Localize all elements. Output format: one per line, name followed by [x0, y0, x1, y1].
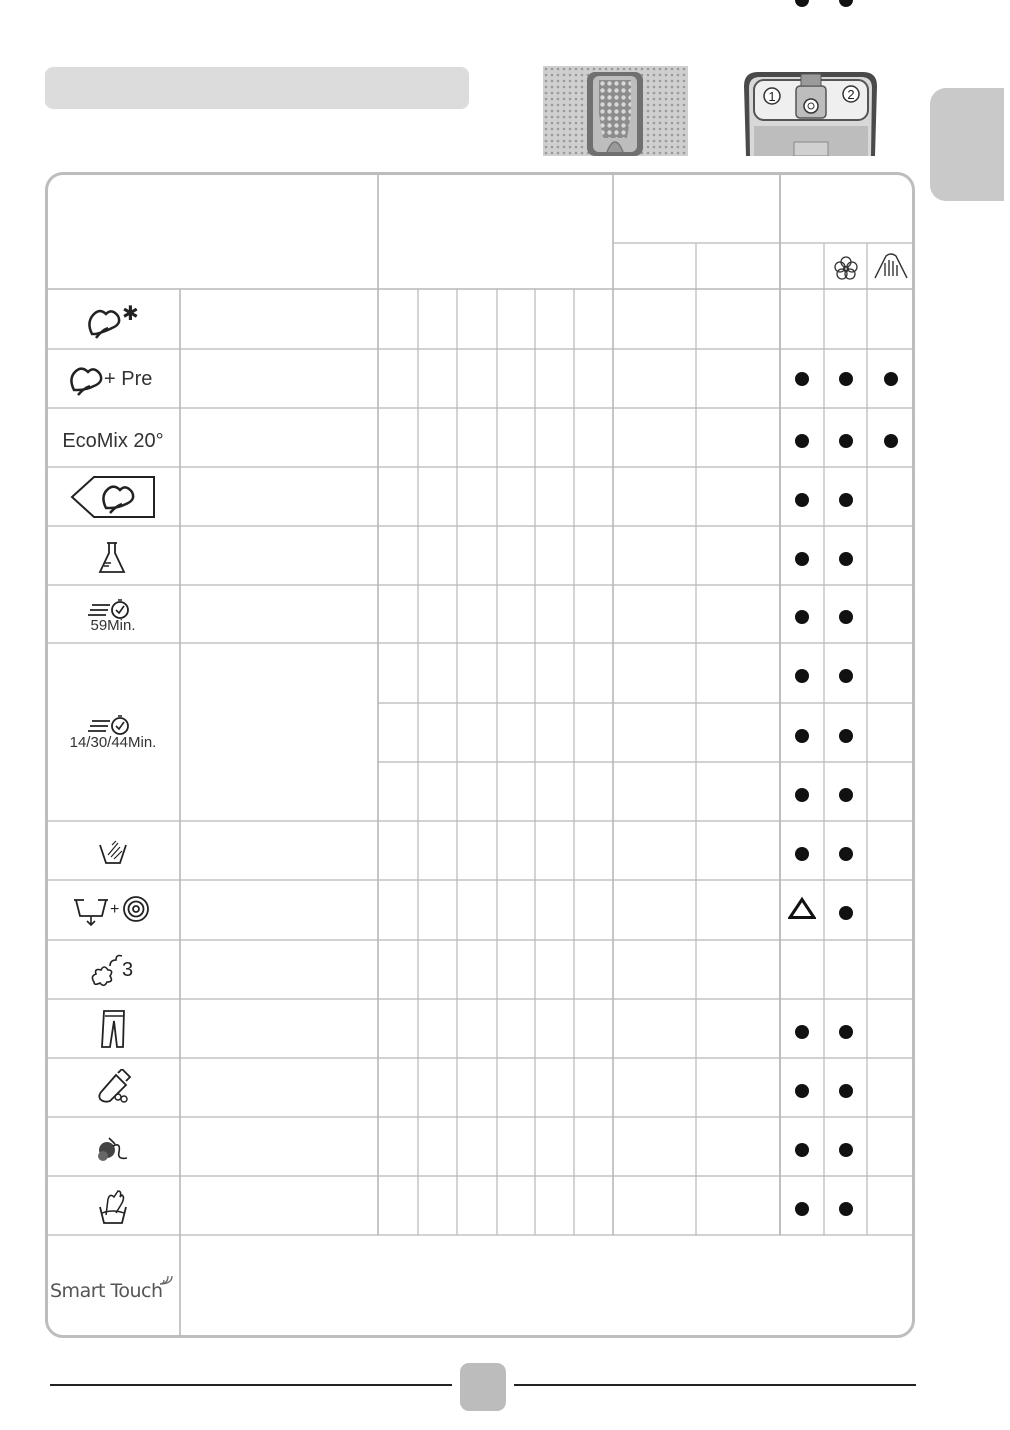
dot-marker: [839, 610, 853, 624]
detergent-drawer-image: [543, 66, 688, 156]
programme-table-frame: [45, 172, 915, 1338]
dot-marker: [839, 552, 853, 566]
baby-bottle-icon: [95, 1068, 133, 1108]
dot-marker: [839, 906, 853, 920]
dot-marker: [839, 372, 853, 386]
cotton-tag-icon: [70, 474, 156, 520]
dot-marker: [839, 1025, 853, 1039]
dot-marker: [839, 434, 853, 448]
dot-marker: [795, 788, 809, 802]
wool-icon: [94, 1130, 132, 1166]
dot-marker: [839, 669, 853, 683]
dot-marker: [839, 847, 853, 861]
dispenser-image: [738, 66, 883, 156]
dot-marker: [795, 434, 809, 448]
dot-marker: [839, 1143, 853, 1157]
compartment-2-label: 2: [847, 87, 855, 102]
triangle-marker: [788, 897, 816, 926]
page-number-badge: [460, 1363, 506, 1411]
flowers-icon: [88, 952, 138, 992]
drain-spin-icon: [72, 892, 154, 928]
dot-marker: [839, 0, 853, 7]
ecomix-label: EcoMix 20°: [62, 429, 164, 452]
dot-marker: [839, 1202, 853, 1216]
cotton-icon: [66, 360, 106, 400]
svg-text:+: +: [110, 901, 120, 918]
compartment-1-label: 1: [768, 89, 776, 104]
rinse-icon: [97, 836, 129, 866]
dot-marker: [839, 788, 853, 802]
smart-touch-label: Smart Touch: [50, 1280, 163, 1302]
cotton-pre-label: + Pre: [104, 367, 153, 390]
quick-14-label: 14/30/44Min.: [69, 733, 157, 751]
dot-marker: [795, 552, 809, 566]
dot-marker: [884, 434, 898, 448]
dot-marker: [795, 669, 809, 683]
dot-marker: [839, 729, 853, 743]
dot-marker: [795, 372, 809, 386]
dot-marker: [884, 372, 898, 386]
svg-text:3: 3: [122, 959, 134, 981]
dot-marker: [795, 847, 809, 861]
cotton-star-icon: [82, 300, 142, 344]
dot-marker: [795, 1025, 809, 1039]
dot-marker: [795, 729, 809, 743]
quick-59-label: 59Min.: [90, 616, 136, 634]
svg-text:✱: ✱: [122, 302, 139, 325]
section-title-bar: [45, 67, 469, 109]
handwash-icon: [96, 1188, 130, 1226]
language-tab: [930, 88, 1004, 201]
dot-marker: [839, 493, 853, 507]
dot-marker: [795, 493, 809, 507]
dot-marker: [795, 610, 809, 624]
flask-icon: [95, 540, 129, 576]
nfc-signal-icon: [158, 1270, 176, 1288]
dot-marker: [795, 1202, 809, 1216]
jeans-icon: [96, 1008, 130, 1050]
dot-marker: [839, 1084, 853, 1098]
footer-rule-right: [514, 1384, 916, 1386]
dot-marker: [795, 1084, 809, 1098]
dot-marker: [795, 1143, 809, 1157]
dot-marker: [795, 0, 809, 7]
footer-rule-left: [50, 1384, 452, 1386]
